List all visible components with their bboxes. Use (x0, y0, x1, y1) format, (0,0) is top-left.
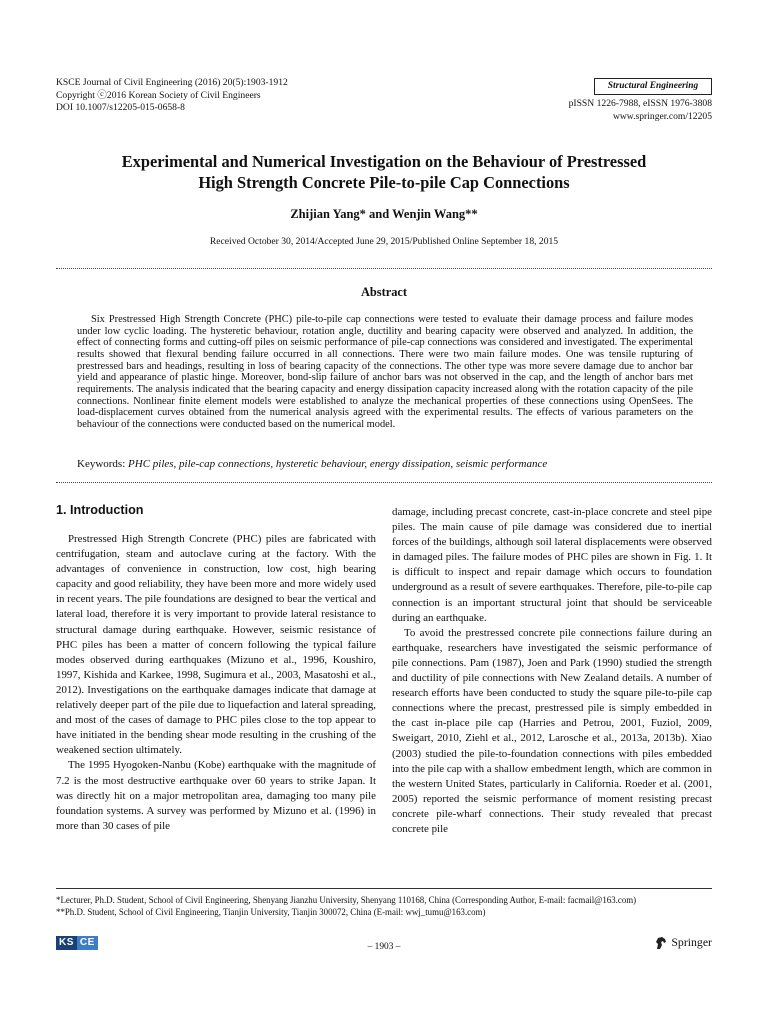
title-line-1: Experimental and Numerical Investigation on the Behaviour of Prestressed (121, 152, 647, 171)
intro-paragraph-4: To avoid the prestressed concrete pile connections failure during an earthquake, researchers have investigated the seismic performance of pile connections. Pam (1987), Joen and Park (1990) studied the strength and ductility of pile connections with New Zealand details. A number of research efforts have been conducted to study the square pile-to-pile cap connections where the precast, prestressed pile is simply embedded in the cast in-place pile cap (Harries and Petrou, 2001, Fuziol, 2009, Sweigart, 2010, Ziehl et al., 2012, Larosche et al., 2013a, 2013b). Xiao (2003) studied the pile-to-foundation connections with piles embedded into the pile cap with a shallow embedment length, which are common in the western United States, particularly in California. Roeder et al. (2001, 2005) reported the seismic performance of moment resisting precast concrete pile-wharf connections. Their study revealed that precast concrete pile (392, 626, 712, 835)
issn-line: pISSN 1226-7988, eISSN 1976-3808 (568, 98, 712, 109)
title-line-2: High Strength Concrete Pile-to-pile Cap Connections (198, 172, 570, 192)
left-column (56, 532, 376, 834)
intro-paragraph-2: The 1995 Hyogoken-Nanbu (Kobe) earthquake with the magnitude of 7.2 is the most destructive earthquake over 60 years to strike Japan. It was directly hit on a major metropolitan area, damaging too many pile foundation systems. A survey was performed by Mizuno et al. (1996) in more than 30 cases of pile (56, 759, 376, 832)
intro-paragraph-1: Prestressed High Strength Concrete (PHC) piles are fabricated with centrifugation, steam and autoclave curing at the factory. With the advantages of convenience in construction, low cost, high bearing capacity and good reliability, they have been more and more widely used in recent years. The pile foundations are designed to bear the vertical and lateral load, therefore it is very important to provide lateral resistance to structural damage during earthquake. However, seismic resistance of PHC piles has been a matter of concern following the typical failure modes observed during earthquakes (Mizuno et al., 1996, Koushiro, 1997, Kishida and Karkee, 1998, Sugimura et al., 2003, Masatoshi et al., 2012). Investigations on the earthquake damages indicate that damage at relatively deeper part of the pile due to liquefaction and lateral spreading, and most of the cases of damage to PHC piles close to the top appear to have initiated in the bending shear mode resulting in the crushing of the weakened section ultimately. (56, 533, 376, 757)
copyright-line: Copyright ⓒ2016 Korean Society of Civil Engineers (56, 89, 261, 101)
right-column (392, 505, 712, 837)
abstract-heading: Abstract (360, 285, 408, 299)
divider-bottom (56, 482, 712, 483)
divider-top (56, 268, 712, 269)
springer-logo (654, 935, 712, 950)
page-number: – 1903 – (367, 942, 401, 952)
section-heading-introduction: 1. Introduction (56, 503, 144, 517)
abstract-text: Six Prestressed High Strength Concrete (PHC) pile-to-pile cap connections were tested to evaluate their damage process and failure modes under low cyclic loading. The hysteretic behaviour, rotation angle, ductility and bearing capacity were observed and analyzed. In addition, the effect of connecting forms and cutting-off piles on seismic performance of pile-cap connections was considered and investigated. The experimental results showed that flexural bending failure occurred in all connections. There were two main failure modes. One was tensile rupturing of prestressed bars and headings, resulting in loss of bearing capacity of the connections. The other type was more severe damage due to anchor bar yield and appearance of plastic hinge. Moreover, bond-slip failure of anchor bars was not observed in the cap, and the length of anchor bars met requirements. The analysis indicated that the bearing capacity and energy dissipation capacity increased along with the rotation capacity of the pile connections. Nonlinear finite element models were established to analyze the mechanical properties of these connections using OpenSees. The load-displacement curves obtained from the numerical analysis agreed with the experimental results. The effects of various parameters on the behaviour of the connections were conducted based on the numerical model. (77, 314, 693, 430)
journal-citation: KSCE Journal of Civil Engineering (2016) 20(5):1903-1912 (56, 77, 288, 88)
section-label: Structural Engineering (594, 78, 712, 95)
journal-url: www.springer.com/12205 (612, 110, 712, 122)
footnote-rule (56, 888, 712, 889)
springer-horse-icon (654, 936, 668, 950)
footnote-author-2: **Ph.D. Student, School of Civil Engineering, Tianjin University, Tianjin 300072, China (E-mail: wwj_tumu@163.com) (56, 907, 486, 917)
doi-line: DOI 10.1007/s12205-015-0658-8 (56, 102, 185, 114)
authors: Zhijian Yang* and Wenjin Wang** (290, 207, 478, 221)
intro-paragraph-3: damage, including precast concrete, cast-in-place concrete and steel pipe piles. The main cause of pile damage was considered due to inertial forces of the buildings, although soil lateral displacements were observed in damaged piles. The failure modes of PHC piles are shown in Fig. 1. It is difficult to inspect and repair damage which occurs to foundation underground as a result of severe earthquakes. Therefore, pile-to-pile cap connection is an important structural joint that should be serviceable during an earthquake. (392, 506, 712, 624)
footnotes (56, 894, 636, 918)
springer-wordmark: Springer (671, 935, 712, 949)
keywords-list: PHC piles, pile-cap connections, hysteretic behaviour, energy dissipation, seismic performance (128, 458, 548, 470)
keywords (77, 458, 707, 470)
journal-header (56, 77, 288, 115)
ksce-logo-part-2: CE (77, 936, 98, 950)
keywords-label: Keywords: (77, 458, 126, 470)
ksce-logo (56, 936, 98, 950)
footnote-author-1: *Lecturer, Ph.D. Student, School of Civil Engineering, Shenyang Jianzhu University, Shenyang 110168, China (Corresponding Author, E-mail: facmail@163.com) (56, 895, 637, 905)
ksce-logo-part-1: KS (56, 936, 77, 950)
received-dates: Received October 30, 2014/Accepted June 29, 2015/Published Online September 18, 2015 (209, 236, 559, 247)
issn-block (569, 98, 712, 123)
paper-title (60, 152, 708, 193)
